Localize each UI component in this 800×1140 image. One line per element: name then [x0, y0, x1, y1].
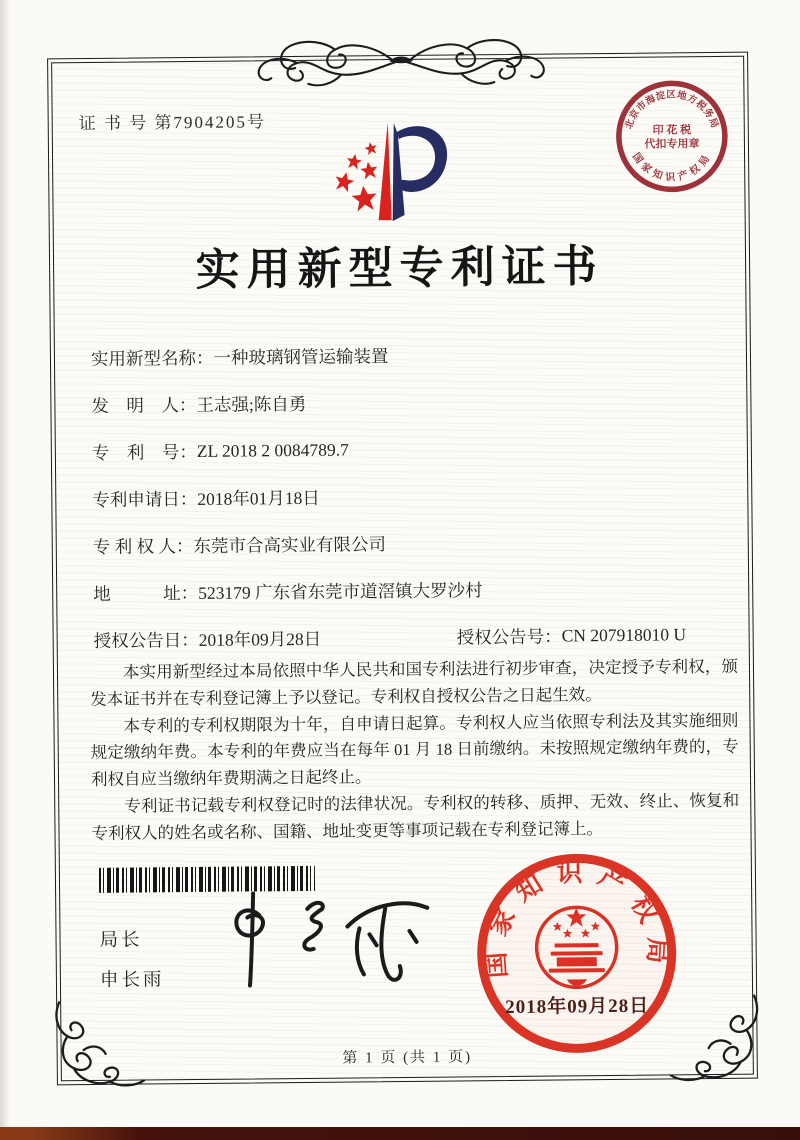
certificate-fields	[91, 329, 724, 664]
certificate-title: 实用新型专利证书	[195, 242, 604, 295]
field-row-patentee	[93, 517, 723, 570]
tax-stamp-bottom-text: 国家知识产权局	[629, 150, 715, 184]
director-name: 申长雨	[99, 970, 165, 991]
tax-stamp-line2: 代扣专用章	[644, 138, 700, 151]
field-value: 东莞市合高实业有限公司	[193, 534, 386, 557]
official-seal	[470, 846, 684, 1060]
grant-number-value: CN 207918010 U	[561, 624, 687, 646]
tax-stamp-line1: 印 花 税	[652, 124, 692, 137]
field-row-name	[91, 329, 721, 382]
legal-paragraph-2: 本专利的专利权期限为十年，自申请日起算。专利权人应当依照专利法及其实施细则规定缴纳年费。本专利的年费应当在每年 01 月 18 日前缴纳。未按照规定缴纳年费的，专利权自应当缴纳年费期满之日起终止。	[90, 710, 739, 790]
grant-number-label: 授权公告号：	[456, 626, 562, 648]
field-label: 实用新型名称：	[90, 347, 214, 369]
certificate-page	[47, 52, 758, 1086]
director-signature	[219, 884, 450, 1001]
field-value: 王志强;陈自勇	[196, 393, 307, 415]
field-label: 专 利 号：	[91, 441, 197, 463]
field-label: 发 明 人：	[91, 394, 197, 416]
field-value: 2018年09月28日	[198, 628, 322, 650]
cnipa-logo	[325, 101, 476, 234]
signer-block	[99, 920, 164, 1001]
director-title: 局长	[99, 930, 143, 951]
tax-stamp-top-text: 北京市海淀区地方税务局	[623, 89, 721, 131]
field-row-inventors	[91, 376, 721, 429]
page-footer: 第 1 页 (共 1 页)	[342, 1049, 473, 1067]
field-label: 授权公告日：	[93, 629, 199, 651]
field-row-patent-number	[92, 423, 722, 476]
bottom-left-flourish	[49, 997, 146, 1094]
certificate-number: 证 书 号 第7904205号	[78, 112, 267, 134]
field-label: 专 利 权 人：	[92, 536, 194, 557]
photo-left-shadow	[0, 0, 10, 1140]
seal-ring-text: 国家知识产权局	[480, 858, 673, 980]
field-value: 523179 广东省东莞市道滘镇大罗沙村	[198, 580, 483, 603]
legal-text	[90, 654, 740, 848]
legal-paragraph-1: 本实用新型经过本局依照中华人民共和国专利法进行初步审查，决定授予专利权，颁发本证书并在专利登记簿上予以登记。专利权自授权公告之日起生效。	[90, 656, 739, 709]
seal-date: 2018年09月28日	[505, 995, 650, 1019]
field-row-address	[93, 564, 723, 617]
top-border-ornament	[251, 29, 552, 94]
field-label: 地 址：	[93, 582, 199, 604]
field-row-filing-date	[92, 470, 722, 523]
legal-paragraph-3: 专利证书记载专利权登记时的法律状况。专利权的转移、质押、无效、终止、恢复和专利权人的姓名或名称、国籍、地址变更等事项记载在专利登记簿上。	[91, 790, 740, 843]
field-value: 2018年01月18日	[197, 487, 320, 509]
grant-number-group	[456, 611, 686, 660]
tax-stamp-seal	[609, 74, 734, 199]
photo-bottom-edge	[0, 1127, 800, 1140]
field-value: 一种玻璃钢管运输装置	[213, 346, 389, 368]
field-label: 专利申请日：	[92, 488, 198, 510]
field-value: ZL 2018 2 0084789.7	[196, 439, 349, 461]
